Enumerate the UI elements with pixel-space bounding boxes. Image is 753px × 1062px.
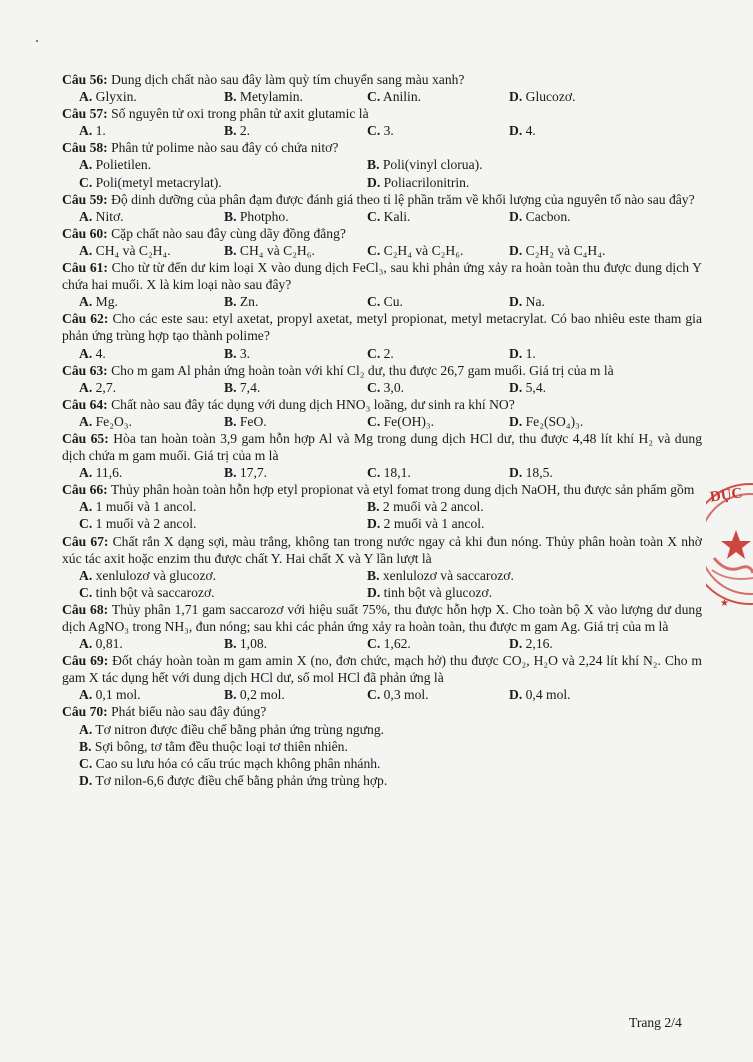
option-letter: D. [509, 294, 523, 310]
option-letter: C. [367, 89, 381, 105]
option-text: 11,6. [95, 465, 123, 481]
answer-option [79, 567, 216, 584]
option-letter: A. [79, 294, 93, 310]
answer-option [79, 756, 380, 771]
question-label: Câu 58: [62, 140, 108, 156]
option-text: 2 muối và 1 ancol. [383, 516, 485, 532]
option-letter: B. [224, 379, 237, 395]
option-text: Cao su lưu hóa có cấu trúc mạch không phân nhánh. [95, 755, 381, 771]
question-label: Câu 70: [62, 704, 108, 720]
question-text [62, 703, 702, 720]
answer-option [509, 464, 553, 481]
question-stem: Độ dinh dưỡng của phân đạm được đánh giá theo tỉ lệ phần trăm về khối lượng của nguyên tố nào sau đây? [111, 191, 695, 207]
option-text: 2. [383, 345, 394, 361]
options-row [62, 156, 702, 173]
options-row [62, 242, 702, 259]
option-letter: A. [79, 345, 93, 361]
answer-option [79, 293, 118, 310]
option-letter: C. [367, 379, 381, 395]
option-letter: D. [509, 687, 523, 703]
answer-option [224, 345, 250, 362]
options-row [62, 515, 702, 532]
option-text: 4. [525, 123, 536, 139]
option-letter: D. [509, 89, 523, 105]
question-stem: Số nguyên tử oxi trong phân tử axit glutamic là [111, 106, 369, 122]
option-letter: B. [367, 567, 380, 583]
question-stem: Chất rắn X dạng sợi, màu trắng, không tan trong nước ngay cả khi đun nóng. Thủy phân hoàn toàn X nhờ xúc tác axit hoặc enzim thu được chất Y. Hai chất X và Y lần lượt là [62, 533, 702, 566]
option-letter: B. [224, 636, 237, 652]
option-text: 4. [95, 345, 106, 361]
option-text: Fe(OH)₃. [383, 413, 435, 429]
option-text: Polietilen. [95, 157, 152, 173]
answer-option [367, 174, 469, 191]
question-block [62, 259, 702, 310]
answer-option [79, 88, 137, 105]
question-block [62, 71, 702, 105]
option-letter: A. [79, 242, 93, 258]
page-number: Trang 2/4 [629, 1015, 682, 1030]
answer-option [79, 174, 222, 191]
options-row [62, 174, 702, 191]
question-block [62, 310, 702, 361]
answer-option [79, 464, 122, 481]
option-letter: D. [367, 174, 381, 190]
option-text: Mg. [95, 294, 118, 310]
question-stem: Đốt cháy hoàn toàn m gam amin X (no, đơn chức, mạch hở) thu được CO₂, H₂O và 2,24 lít khí N₂. Cho m gam X tác dụng hết với dung dịch HCl dư, số mol HCl đã phản ứng là [62, 653, 702, 686]
option-letter: B. [224, 687, 237, 703]
question-label: Câu 67: [62, 533, 109, 549]
question-text [62, 225, 702, 242]
question-label: Câu 64: [62, 396, 108, 412]
option-letter: C. [367, 345, 381, 361]
question-label: Câu 60: [62, 225, 108, 241]
question-label: Câu 56: [62, 72, 108, 87]
question-stem: Chất nào sau đây tác dụng với dung dịch HNO₃ loãng, dư sinh ra khí NO? [111, 396, 515, 412]
question-label: Câu 61: [62, 260, 108, 276]
option-text: tinh bột và glucozơ. [383, 584, 492, 600]
options-row [62, 379, 702, 396]
answer-option [509, 345, 536, 362]
options-row [62, 755, 702, 772]
options-row [62, 122, 702, 139]
option-text: 2 muối và 2 ancol. [382, 499, 484, 515]
answer-option [79, 208, 124, 225]
option-letter: D. [509, 379, 523, 395]
option-text: FeO. [239, 413, 267, 429]
option-text: CH₄ và C₂H₆. [239, 242, 315, 258]
option-letter: B. [224, 89, 237, 105]
answer-option [509, 88, 575, 105]
option-text: Poli(vinyl clorua). [382, 157, 483, 173]
option-letter: C. [367, 636, 381, 652]
option-letter: B. [224, 294, 237, 310]
question-text [62, 105, 702, 122]
option-letter: C. [367, 465, 381, 481]
option-letter: B. [224, 123, 237, 139]
answer-option [367, 379, 404, 396]
option-text: 1 muối và 2 ancol. [95, 516, 197, 532]
option-letter: A. [79, 413, 93, 429]
option-text: Tơ nitron được điều chế bằng phản ứng trùng ngưng. [95, 721, 385, 737]
answer-option [367, 515, 484, 532]
question-block [62, 225, 702, 259]
answer-option [79, 635, 123, 652]
question-text [62, 652, 702, 686]
question-block [62, 139, 702, 190]
question-block [62, 362, 702, 396]
option-letter: B. [224, 242, 237, 258]
answer-option [79, 722, 384, 737]
option-letter: C. [79, 516, 93, 532]
answer-option [509, 686, 571, 703]
answer-option [79, 686, 141, 703]
answer-option [224, 413, 267, 430]
question-label: Câu 59: [62, 191, 108, 207]
answer-option [79, 739, 348, 754]
option-text: Na. [525, 294, 545, 310]
question-text [62, 533, 702, 567]
answer-option [79, 413, 132, 430]
answer-option [79, 515, 196, 532]
answer-option [224, 686, 285, 703]
option-text: 0,1 mol. [95, 687, 141, 703]
option-letter: C. [367, 413, 381, 429]
question-block [62, 396, 702, 430]
answer-option [367, 122, 394, 139]
option-text: Poli(metyl metacrylat). [95, 174, 222, 190]
question-label: Câu 66: [62, 482, 108, 498]
answer-option [509, 635, 553, 652]
option-text: Cacbon. [525, 208, 571, 224]
option-letter: D. [509, 465, 523, 481]
option-text: Poliacrilonitrin. [383, 174, 470, 190]
option-letter: A. [79, 123, 93, 139]
answer-option [367, 567, 514, 584]
option-text: 18,5. [525, 465, 553, 481]
option-letter: C. [79, 174, 93, 190]
stamp-graphic [706, 478, 753, 613]
option-letter: C. [367, 123, 381, 139]
option-letter: D. [509, 345, 523, 361]
option-letter: D. [367, 516, 381, 532]
question-text [62, 71, 702, 88]
option-text: Nitơ. [95, 208, 124, 224]
answer-option [224, 208, 289, 225]
question-stem: Phát biểu nào sau đây đúng? [111, 704, 267, 720]
answer-option [509, 413, 583, 430]
option-letter: A. [79, 687, 93, 703]
answer-option [367, 156, 483, 173]
option-letter: C. [367, 687, 381, 703]
answer-option [79, 498, 196, 515]
option-letter: A. [79, 157, 93, 173]
answer-option [367, 686, 429, 703]
question-list [62, 71, 702, 789]
answer-option [224, 88, 303, 105]
option-text: 1 muối và 1 ancol. [95, 499, 197, 515]
option-text: 3. [383, 123, 394, 139]
answer-option [509, 293, 545, 310]
question-label: Câu 65: [62, 430, 109, 446]
answer-option [367, 242, 463, 259]
option-letter: D. [509, 242, 523, 258]
answer-option [367, 208, 410, 225]
option-letter: D. [79, 772, 93, 788]
option-text: Tơ nilon-6,6 được điều chế bằng phản ứng trùng hợp. [95, 772, 388, 788]
option-text: 3,0. [383, 379, 405, 395]
option-text: 1,08. [239, 636, 268, 652]
question-text [62, 191, 702, 208]
option-letter: B. [224, 413, 237, 429]
question-stem: Dung dịch chất nào sau đây làm quỳ tím chuyển sang màu xanh? [111, 72, 465, 87]
stamp-text: DỤC [709, 485, 744, 506]
option-text: 7,4. [239, 379, 261, 395]
question-text [62, 259, 702, 293]
option-text: CH₄ và C₂H₄. [95, 242, 171, 258]
answer-option [367, 293, 403, 310]
option-text: Photpho. [239, 208, 289, 224]
option-letter: B. [367, 499, 380, 515]
options-row [62, 413, 702, 430]
options-row [62, 567, 702, 584]
question-stem: Cho các este sau: etyl axetat, propyl axetat, metyl propionat, metyl metacrylat. Có bao nhiêu este tham gia phản ứng trùng hợp tạo thành polime? [62, 311, 702, 344]
school-stamp [706, 478, 753, 613]
answer-option [79, 242, 171, 259]
question-stem: Thủy phân 1,71 gam saccarozơ với hiệu suất 75%, thu được hỗn hợp X. Cho toàn bộ X vào lượng dư dung dịch AgNO₃ trong NH₃, đun nóng; sau khi các phản ứng xảy ra hoàn toàn, thu được m gam Ag. Giá trị của m là [62, 601, 702, 634]
option-letter: B. [224, 345, 237, 361]
option-letter: D. [509, 208, 523, 224]
option-text: 2,16. [525, 636, 553, 652]
option-text: Sợi bông, tơ tằm đều thuộc loại tơ thiên nhiên. [94, 738, 348, 754]
answer-option [367, 584, 492, 601]
answer-option [367, 345, 394, 362]
question-label: Câu 69: [62, 653, 109, 669]
option-letter: C. [79, 584, 93, 600]
answer-option [224, 293, 258, 310]
question-label: Câu 57: [62, 106, 108, 122]
option-text: 0,2 mol. [239, 687, 285, 703]
option-text: 1. [525, 345, 536, 361]
options-row [62, 464, 702, 481]
option-text: Fe₂(SO₄)₃. [525, 413, 584, 429]
question-text [62, 601, 702, 635]
answer-option [509, 122, 536, 139]
option-letter: A. [79, 636, 93, 652]
option-text: 1,62. [383, 636, 411, 652]
question-block [62, 533, 702, 601]
question-label: Câu 62: [62, 311, 109, 327]
option-letter: D. [509, 636, 523, 652]
question-block [62, 191, 702, 225]
question-stem: Hòa tan hoàn toàn 3,9 gam hỗn hợp Al và Mg trong dung dịch HCl dư, thu được 4,48 lít khí H₂ và dung dịch chứa m gam muối. Giá trị của m là [62, 430, 702, 464]
option-letter: A. [79, 379, 93, 395]
question-block [62, 105, 702, 139]
answer-option [79, 773, 387, 788]
option-text: 3. [239, 345, 251, 361]
option-text: Metylamin. [239, 89, 303, 105]
option-letter: A. [79, 499, 93, 515]
option-text: 1. [95, 123, 106, 139]
question-label: Câu 68: [62, 601, 109, 617]
option-text: tinh bột và saccarozơ. [95, 584, 215, 600]
option-letter: B. [224, 208, 237, 224]
answer-option [224, 635, 267, 652]
question-block [62, 481, 702, 532]
options-row [62, 498, 702, 515]
question-text [62, 430, 702, 464]
options-row [62, 584, 702, 601]
question-block [62, 703, 702, 788]
option-text: 0,4 mol. [525, 687, 571, 703]
question-label: Câu 63: [62, 362, 108, 378]
option-text: 5,4. [525, 379, 547, 395]
options-row [62, 208, 702, 225]
answer-option [367, 88, 421, 105]
answer-option [79, 345, 106, 362]
option-letter: B. [79, 738, 92, 754]
options-row [62, 686, 702, 703]
option-text: Kali. [383, 208, 411, 224]
option-text: 18,1. [383, 465, 411, 481]
scan-speck [36, 40, 38, 42]
option-letter: B. [224, 465, 237, 481]
question-stem: Cho từ từ đến dư kim loại X vào dung dịch FeCl₃, sau khi phản ứng xảy ra hoàn toàn thu được dung dịch Y chứa hai muối. X là kim loại nào sau đây? [62, 260, 703, 293]
options-row [62, 88, 702, 105]
answer-option [509, 242, 605, 259]
option-letter: D. [509, 413, 523, 429]
question-block [62, 652, 702, 703]
question-block [62, 430, 702, 481]
question-stem: Thủy phân hoàn toàn hỗn hợp etyl propionat và etyl fomat trong dung dịch NaOH, thu được sản phẩm gồm [110, 482, 695, 498]
question-stem: Cặp chất nào sau đây cùng dãy đồng đẳng? [111, 225, 346, 241]
options-row [62, 345, 702, 362]
option-text: 2. [239, 123, 251, 139]
option-letter: A. [79, 567, 93, 583]
answer-option [367, 635, 411, 652]
question-stem: Phân tử polime nào sau đây có chứa nitơ? [111, 140, 339, 156]
option-letter: C. [367, 294, 381, 310]
answer-option [367, 498, 484, 515]
answer-option [367, 413, 434, 430]
answer-option [224, 242, 315, 259]
answer-option [224, 379, 260, 396]
question-block [62, 601, 702, 652]
option-text: Zn. [239, 294, 259, 310]
question-text [62, 310, 702, 344]
option-letter: C. [367, 242, 381, 258]
option-letter: A. [79, 89, 93, 105]
options-row [62, 772, 702, 789]
svg-text:★: ★ [720, 598, 729, 609]
question-text [62, 481, 702, 498]
answer-option [224, 122, 250, 139]
option-text: Glucozơ. [525, 89, 576, 105]
option-letter: C. [367, 208, 381, 224]
question-text [62, 362, 702, 379]
option-text: Cu. [383, 294, 403, 310]
option-text: 0,81. [95, 636, 123, 652]
option-text: 2,7. [95, 379, 117, 395]
option-letter: D. [509, 123, 523, 139]
option-letter: A. [79, 465, 93, 481]
option-letter: B. [367, 157, 380, 173]
question-text [62, 396, 702, 413]
answer-option [367, 464, 411, 481]
options-row [62, 738, 702, 755]
question-text [62, 139, 702, 156]
option-text: Fe₂O₃. [95, 413, 132, 429]
option-letter: C. [79, 755, 93, 771]
options-row [62, 293, 702, 310]
question-stem: Cho m gam Al phản ứng hoàn toàn với khí Cl₂ dư, thu được 26,7 gam muối. Giá trị của m là [111, 362, 614, 378]
option-text: C₂H₄ và C₂H₆. [383, 242, 464, 258]
option-text: 0,3 mol. [383, 687, 429, 703]
option-text: xenlulozơ và glucozơ. [95, 567, 217, 583]
answer-option [79, 156, 151, 173]
option-text: Glyxin. [95, 89, 137, 105]
answer-option [79, 584, 215, 601]
options-row [62, 721, 702, 738]
option-letter: A. [79, 208, 93, 224]
option-text: Anilin. [382, 89, 422, 105]
option-letter: D. [367, 584, 381, 600]
answer-option [509, 379, 546, 396]
option-text: 17,7. [239, 465, 268, 481]
options-row [62, 635, 702, 652]
option-letter: A. [79, 721, 93, 737]
answer-option [224, 464, 267, 481]
option-text: C₂H₂ và C₄H₄. [525, 242, 606, 258]
answer-option [509, 208, 571, 225]
answer-option [79, 122, 106, 139]
option-text: xenlulozơ và saccarozơ. [382, 567, 514, 583]
answer-option [79, 379, 116, 396]
